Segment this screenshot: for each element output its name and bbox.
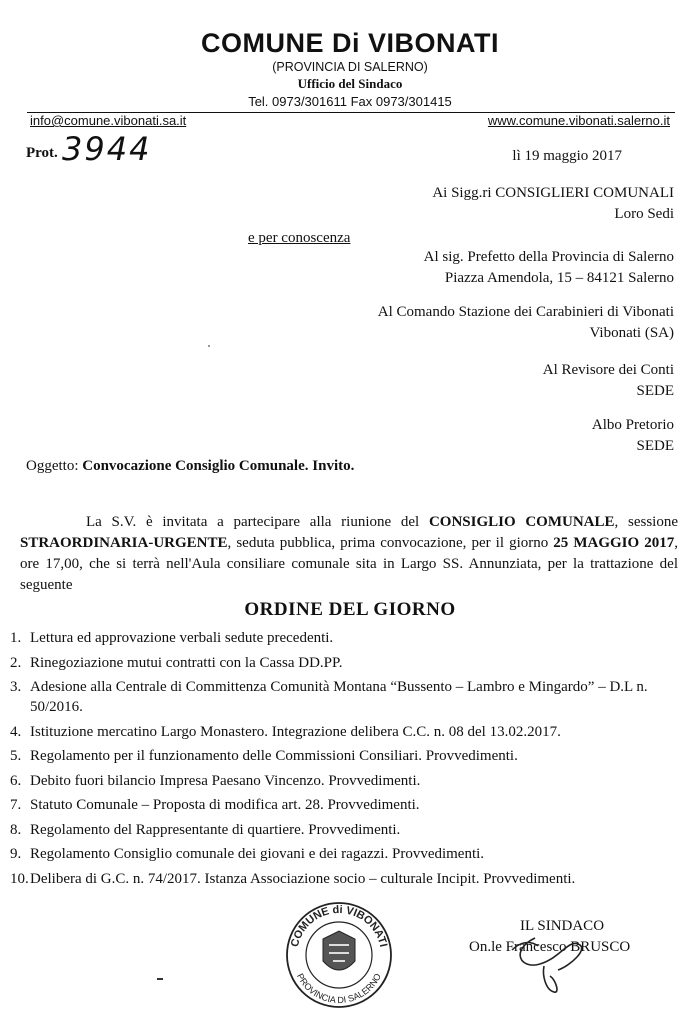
recipient-line: Piazza Amendola, 15 – 84121 Salerno [444, 270, 674, 286]
email-link[interactable]: info@comune.vibonati.sa.it [30, 113, 187, 128]
cc-label: e per conoscenza [248, 230, 351, 246]
protocol-label: Prot. [26, 145, 58, 161]
recipient-revisore [543, 360, 674, 402]
recipient-line: Al sig. Prefetto della Provincia di Salerno [423, 249, 674, 265]
agenda-item-number: 5. [10, 748, 22, 764]
recipient-line: Al Revisore dei Conti [542, 362, 674, 378]
agenda-item [0, 722, 700, 742]
agenda-item-number: 4. [10, 723, 22, 740]
seal-coat-of-arms [323, 931, 355, 970]
agenda-item [0, 746, 700, 766]
agenda-item-text: Regolamento per il funzionamento delle Commissioni Consiliari. Provvedimenti. [30, 748, 518, 764]
recipient-line: Al Comando Stazione dei Carabinieri di Vibonati [377, 304, 674, 320]
body-text: , seduta pubblica, prima convocazione, per il giorno [227, 535, 554, 551]
agenda-item [0, 869, 700, 889]
body-bold: CONSIGLIO COMUNALE [428, 514, 615, 530]
agenda-item-number: 9. [10, 846, 22, 862]
recipient-carabinieri [378, 302, 674, 344]
agenda-item-number: 1. [10, 630, 22, 646]
body-bold: STRAORDINARIA-URGENTE [20, 535, 228, 551]
document-date: lì 19 maggio 2017 [512, 148, 622, 164]
official-seal [283, 895, 395, 1015]
body-text: La S.V. è invitata a partecipare alla riunione del [86, 514, 429, 530]
seal-text-bottom: PROVINCIA DI SALERNO [295, 971, 384, 1006]
signatory-name: On.le Francesco BRUSCO [469, 939, 631, 955]
handwritten-signature [450, 930, 600, 1000]
agenda-item [0, 628, 700, 648]
agenda-list [0, 628, 700, 893]
agenda-item-number: 3. [10, 679, 22, 695]
agenda-item-text: Rinegoziazione mutui contratti con la Cassa DD.PP. [30, 654, 343, 671]
municipality-title: COMUNE Di VIBONATI [201, 28, 499, 58]
body-text: , sessione [614, 514, 678, 530]
agenda-item-text: Adesione alla Centrale di Committenza Comunità Montana “Bussento – Lambro e Mingardo” – D.L n. 50/2016. [30, 679, 648, 715]
protocol-number: 3944 [62, 130, 152, 168]
agenda-item-text: Delibera di G.C. n. 74/2017. Istanza Associazione socio – culturale Incipit. Provvedimenti. [30, 870, 576, 887]
invitation-paragraph [20, 512, 678, 596]
agenda-item [0, 677, 700, 717]
agenda-item-text: Lettura ed approvazione verbali sedute precedenti. [30, 630, 334, 646]
agenda-item-text: Istituzione mercatino Largo Monastero. Integrazione delibera C.C. n. 08 del 13.02.2017. [30, 723, 561, 740]
agenda-item-text: Debito fuori bilancio Impresa Paesano Vincenzo. Provvedimenti. [30, 772, 421, 789]
body-bold: 25 MAGGIO 2017 [553, 535, 675, 551]
body-text: , ore 17,00, che si terrà nell'Aula consiliare comunale sita in Largo SS. Annunziata, per la trattazione del seguente [20, 535, 678, 593]
agenda-item-text: Regolamento Consiglio comunale dei giovani e dei ragazzi. Provvedimenti. [30, 846, 485, 862]
recipient-line: Ai Sigg.ri CONSIGLIERI COMUNALI [432, 185, 674, 201]
agenda-item [0, 771, 700, 791]
office-line: Ufficio del Sindaco [297, 76, 403, 91]
province-line: (PROVINCIA DI SALERNO) [272, 60, 428, 74]
subject-line [26, 458, 354, 475]
seal-text-top: COMUNE di VIBONATI [288, 903, 390, 949]
recipient-albo [592, 415, 674, 457]
agenda-item-number: 7. [10, 797, 22, 813]
contacts-line: Tel. 0973/301611 Fax 0973/301415 [248, 94, 452, 109]
agenda-item [0, 795, 700, 815]
recipient-prefetto [424, 247, 674, 289]
recipient-line: SEDE [636, 438, 674, 454]
website-link[interactable]: www.comune.vibonati.salerno.it [487, 113, 670, 128]
agenda-item [0, 820, 700, 840]
scan-mark [157, 978, 163, 980]
agenda-item [0, 844, 700, 864]
recipient-councillors [432, 183, 674, 225]
subject-text: Convocazione Consiglio Comunale. Invito. [82, 458, 355, 474]
recipient-line: Loro Sedi [614, 206, 674, 222]
agenda-item-text: Regolamento del Rappresentante di quartiere. Provvedimenti. [30, 821, 401, 838]
recipient-line: SEDE [636, 383, 674, 399]
recipient-line: Albo Pretorio [591, 417, 674, 433]
recipient-line: Vibonati (SA) [589, 325, 674, 341]
agenda-item-number: 6. [10, 772, 22, 789]
agenda-title: ORDINE DEL GIORNO [244, 599, 456, 620]
signatory-title: IL SINDACO [520, 918, 605, 934]
agenda-item-number: 8. [10, 821, 22, 838]
scan-speck [208, 345, 210, 347]
agenda-item-text: Statuto Comunale – Proposta di modifica art. 28. Provvedimenti. [30, 797, 420, 813]
agenda-item-number: 2. [10, 654, 22, 671]
agenda-item [0, 653, 700, 673]
agenda-item-number: 10. [10, 870, 29, 887]
subject-label: Oggetto: [26, 458, 79, 474]
